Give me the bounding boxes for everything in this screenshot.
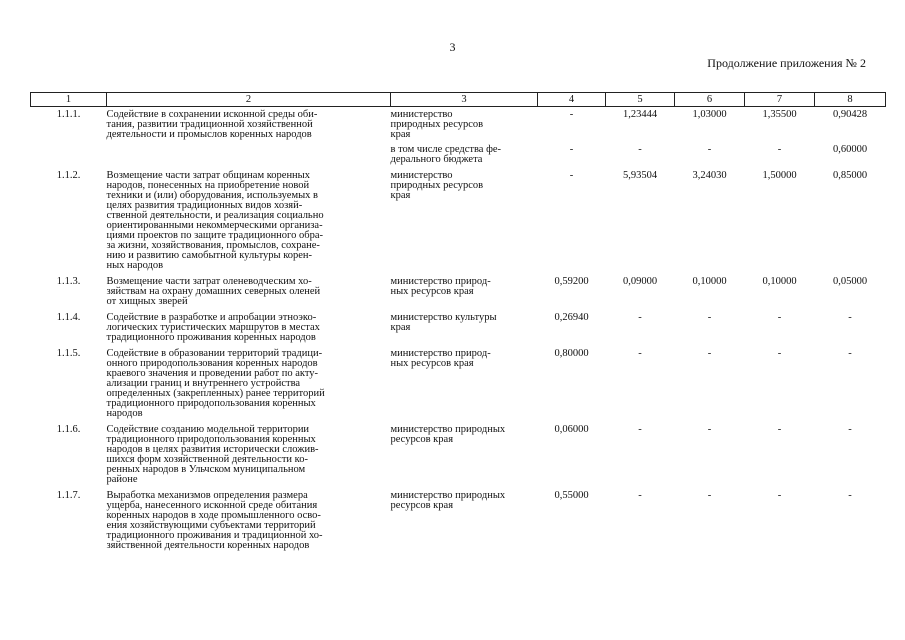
table-row — [31, 422, 886, 488]
value-col-8: 0,60000 — [832, 144, 868, 155]
value-col-4: 0,80000 — [554, 348, 589, 359]
value-col-8: 0,05000 — [832, 276, 868, 287]
column-header: 7 — [745, 93, 815, 107]
table-row — [31, 274, 886, 310]
row-number: 1.1.2. — [56, 170, 81, 181]
row-number: 1.1.1. — [56, 109, 81, 120]
value-col-6: - — [707, 144, 712, 155]
table-body — [31, 107, 886, 555]
column-header: 2 — [107, 93, 391, 107]
value-col-7: - — [777, 144, 782, 155]
table-row — [31, 107, 886, 144]
value-col-4: 0,06000 — [554, 424, 589, 435]
value-col-8: - — [848, 424, 852, 435]
value-col-6: 3,24030 — [692, 170, 727, 181]
row-description: Содействие в образовании территорий традици- онного природопользования коренных народов краевого значения и проведении работ по акту- ализации границ и внутреннего устройства определенных (закрепленных) ранее территорий традиционного природопользования коренных народов — [106, 348, 325, 419]
value-col-6: 1,03000 — [692, 109, 727, 120]
value-col-6: - — [707, 348, 712, 359]
row-description — [107, 143, 391, 168]
row-description: Возмещение части затрат общинам коренных народов, понесенных на приобретение новой техники и (или) оборудования, используемых в целях развития традиционных видов хозяй- ственной деятельности, и реализация социально ориентированными некоммерческими организа- циями проектов по защите традиционного обра- за жизни, хозяйствования, промыслов, сохране- нию и развитию самобытной культуры корен- ных народов — [106, 170, 324, 271]
value-col-4: 0,55000 — [554, 490, 589, 501]
value-col-5: - — [638, 312, 642, 323]
value-col-8: - — [848, 348, 852, 359]
table-row — [31, 346, 886, 422]
value-col-7: - — [777, 490, 782, 501]
column-header: 3 — [391, 93, 538, 107]
value-col-5: 0,09000 — [622, 276, 658, 287]
value-col-7: 0,10000 — [762, 276, 797, 287]
row-description: Возмещение части затрат оленеводческим хо- зяйствам на охрану домашних северных оленей от хищных зверей — [106, 276, 321, 307]
row-number — [31, 143, 107, 168]
value-col-8: 0,90428 — [832, 109, 868, 120]
table-row — [31, 143, 886, 168]
value-col-6: 0,10000 — [692, 276, 727, 287]
row-executor: министерство природных ресурсов края — [390, 109, 484, 140]
column-header: 4 — [538, 93, 606, 107]
row-executor: министерство культуры края — [390, 312, 497, 333]
value-col-8: 0,85000 — [832, 170, 868, 181]
value-col-6: - — [707, 424, 712, 435]
value-col-5: - — [638, 424, 642, 435]
value-col-6: - — [707, 312, 712, 323]
row-number: 1.1.7. — [56, 490, 81, 501]
value-col-5: 5,93504 — [622, 170, 658, 181]
row-number: 1.1.5. — [56, 348, 81, 359]
value-col-5: - — [638, 144, 642, 155]
column-header: 6 — [675, 93, 745, 107]
row-number: 1.1.3. — [56, 276, 81, 287]
value-col-5: 1,23444 — [622, 109, 658, 120]
continuation-label: Продолжение приложения № 2 — [707, 56, 866, 70]
value-col-7: - — [777, 424, 782, 435]
value-col-8: - — [848, 490, 852, 501]
value-col-7: 1,50000 — [762, 170, 797, 181]
row-description: Содействие в сохранении исконной среды оби- тания, развитии традиционной хозяйственной деятельности и промыслов коренных народов — [106, 109, 318, 140]
row-executor: министерство природных ресурсов края — [390, 170, 484, 201]
value-col-4: - — [569, 144, 574, 155]
row-description: Содействие в разработке и апробации этноэко- логических туристических маршрутов в местах традиционного проживания коренных народов — [106, 312, 320, 343]
row-number: 1.1.6. — [56, 424, 81, 435]
table-row — [31, 488, 886, 554]
row-executor: министерство природных ресурсов края — [390, 490, 506, 511]
value-col-5: - — [638, 348, 642, 359]
page-number: 3 — [449, 40, 456, 54]
column-header: 8 — [815, 93, 886, 107]
value-col-8: - — [848, 312, 852, 323]
column-header-row — [31, 93, 886, 107]
row-executor: министерство природ- ных ресурсов края — [390, 276, 491, 297]
value-col-4: - — [569, 170, 574, 181]
value-col-4: - — [569, 109, 574, 120]
row-executor: министерство природ- ных ресурсов края — [390, 348, 491, 369]
program-table — [30, 92, 886, 554]
value-col-6: - — [707, 490, 712, 501]
value-col-7: - — [777, 312, 782, 323]
row-executor: министерство природных ресурсов края — [390, 424, 506, 445]
table-row — [31, 310, 886, 346]
column-header: 1 — [31, 93, 107, 107]
value-col-4: 0,59200 — [554, 276, 589, 287]
value-col-7: 1,35500 — [762, 109, 797, 120]
column-header: 5 — [606, 93, 675, 107]
table-row — [31, 168, 886, 274]
row-executor: в том числе средства фе- дерального бюджета — [390, 144, 502, 165]
row-number: 1.1.4. — [56, 312, 81, 323]
value-col-5: - — [638, 490, 642, 501]
row-description: Содействие созданию модельной территории традиционного природопользования коренных народов в целях развития исторически сложив- шихся форм хозяйственной деятельности ко- ренных народов в Ульчском муниципальном районе — [106, 424, 319, 485]
row-description: Выработка механизмов определения размера ущерба, нанесенного исконной среде обитания коренных народов в ходе промышленного осво- ения хозяйствующими субъектами территорий традиционного проживания и традиционной хо- зяйственной деятельности коренных народов — [106, 490, 323, 551]
value-col-7: - — [777, 348, 782, 359]
value-col-4: 0,26940 — [554, 312, 589, 323]
